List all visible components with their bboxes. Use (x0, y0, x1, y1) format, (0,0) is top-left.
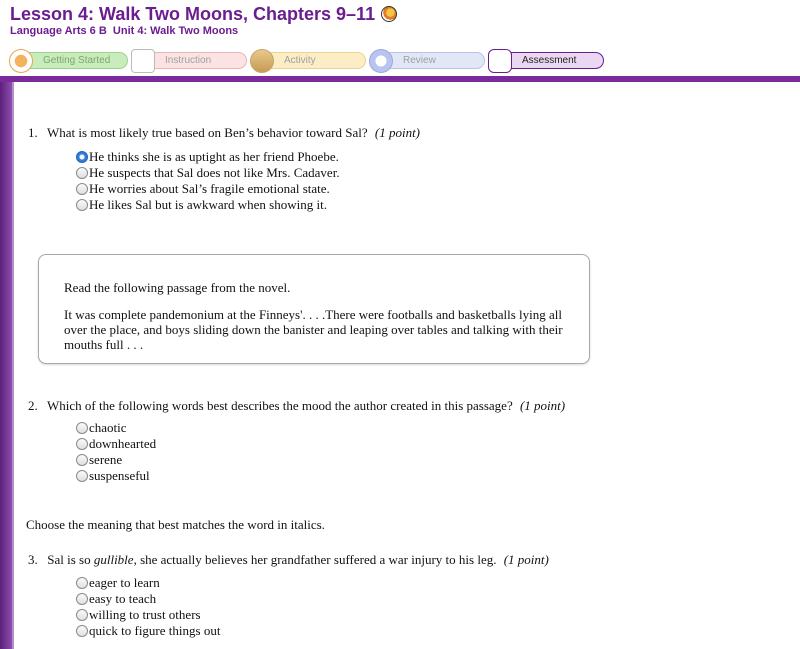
question-2-option-c[interactable]: serene (76, 452, 156, 468)
lesson-tabs (12, 50, 612, 72)
question-1-option-b[interactable]: He suspects that Sal does not like Mrs. Cadaver. (76, 165, 340, 181)
radio-button[interactable] (76, 167, 88, 179)
question-1-prompt: 1. What is most likely true based on Ben’s behavior toward Sal? (1 point) (28, 125, 421, 140)
question-3-option-d[interactable]: quick to figure things out (76, 623, 220, 639)
question-2-options (76, 420, 156, 484)
italic-word: gullible (93, 552, 134, 567)
tab-instruction[interactable]: Instruction (134, 52, 247, 69)
question-3-option-b[interactable]: easy to teach (76, 591, 220, 607)
question-3-options (76, 575, 220, 639)
radio-button[interactable] (76, 625, 88, 637)
course-subtitle (10, 25, 238, 37)
lesson-title: Lesson 4: Walk Two Moons, Chapters 9–11 (10, 4, 397, 25)
notepad-icon (488, 49, 512, 73)
passage-text: It was complete pandemonium at the Finneys'. . . .There were footballs and basketballs lying all over the place, and boys sliding down the banister and leaping over tables and talking with their mouths full . . . (64, 307, 563, 352)
question-1-option-c[interactable]: He worries about Sal’s fragile emotional state. (76, 181, 340, 197)
question-1-option-a[interactable]: He thinks she is as uptight as her friend Phoebe. (76, 149, 340, 165)
question-1-option-d[interactable]: He likes Sal but is awkward when showing it. (76, 197, 340, 213)
tab-getting-started[interactable]: Getting Started (12, 52, 128, 69)
question-1-options (76, 149, 340, 213)
unit-name: Unit 4: Walk Two Moons (112, 25, 239, 37)
radio-button[interactable] (76, 183, 88, 195)
radio-button[interactable] (76, 438, 88, 450)
sun-icon (9, 49, 33, 73)
question-2-option-d[interactable]: suspenseful (76, 468, 156, 484)
reading-passage-box (38, 254, 590, 364)
left-decorative-bar (0, 82, 12, 649)
page-icon (131, 49, 155, 73)
tab-review[interactable]: Review (372, 52, 485, 69)
course-name: Language Arts 6 B (10, 25, 107, 37)
radio-button[interactable] (76, 470, 88, 482)
globe-icon (381, 6, 397, 22)
question-2-option-b[interactable]: downhearted (76, 436, 156, 452)
radio-button[interactable] (76, 577, 88, 589)
review-icon (369, 49, 393, 73)
question-3-option-a[interactable]: eager to learn (76, 575, 220, 591)
books-icon (250, 49, 274, 73)
question-3-option-c[interactable]: willing to trust others (76, 607, 220, 623)
radio-button[interactable] (76, 422, 88, 434)
question-3-prompt: 3. Sal is so gullible, she actually believes her grandfather suffered a war injury to his leg. (1 point) (28, 552, 549, 567)
tab-activity[interactable]: Activity (253, 52, 366, 69)
radio-button[interactable] (76, 454, 88, 466)
radio-button[interactable] (76, 609, 88, 621)
radio-button-selected[interactable] (76, 151, 88, 163)
tab-assessment[interactable]: Assessment (491, 52, 604, 69)
radio-button[interactable] (76, 199, 88, 211)
question-2-option-a[interactable]: chaotic (76, 420, 156, 436)
question-2-prompt: 2. Which of the following words best describes the mood the author created in this passage? (1 point) (28, 398, 566, 413)
radio-button[interactable] (76, 593, 88, 605)
section-instructions: Choose the meaning that best matches the word in italics. (26, 517, 325, 532)
passage-intro: Read the following passage from the novel. (64, 280, 291, 295)
